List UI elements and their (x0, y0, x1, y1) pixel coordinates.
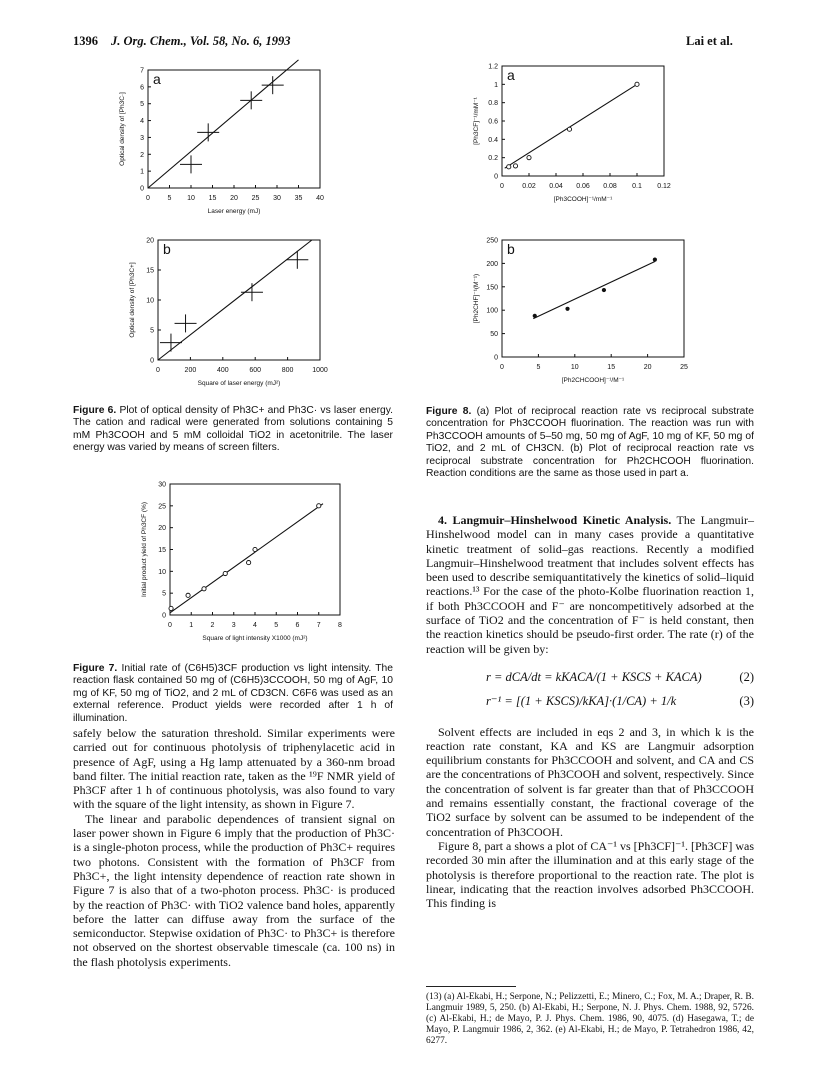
x-tick-label: 8 (338, 622, 342, 629)
figure-6a (88, 60, 353, 220)
figure-7 (110, 478, 360, 658)
y-tick-label: 15 (158, 547, 166, 554)
y-tick-label: 7 (140, 67, 144, 75)
x-tick-label: 800 (281, 367, 294, 374)
running-authors: Lai et al. (686, 34, 733, 48)
fit-line (505, 84, 637, 168)
x-tick-label: 25 (680, 364, 688, 371)
data-point (602, 288, 606, 292)
x-tick-label: 15 (607, 364, 616, 371)
figure-8-label: Figure 8. (426, 406, 472, 417)
fit-line (148, 60, 299, 188)
x-tick-label: 200 (184, 367, 197, 374)
right-paragraph-2: Solvent effects are included in eqs 2 and 3, in which k is the reaction rate constant, KA and KS are Langmuir adsorption equilibrium constants for Ph3CCOOH and solvent, and CA and CS are the concentrations of Ph3COOH and solvent, respectively. Since the concentration of solvent is far greater than that of Ph3CCOOH and remains essentially constant, the fractional coverage of the TiO2 surface by solvent can be assumed to be independent of the concentration of Ph3COOH. (426, 724, 754, 839)
y-tick-label: 30 (158, 481, 166, 489)
x-tick-label: 35 (294, 195, 303, 202)
y-tick-label: 2 (140, 151, 144, 159)
y-tick-label: 10 (146, 297, 154, 305)
x-tick-label: 1 (189, 622, 194, 629)
y-tick-label: 6 (140, 84, 144, 92)
y-tick-label: 3 (140, 134, 144, 142)
x-tick-label: 0 (156, 367, 160, 374)
x-tick-label: 5 (274, 622, 279, 629)
y-tick-label: 0.6 (488, 118, 498, 126)
y-tick-label: 5 (150, 327, 154, 335)
data-point (253, 547, 257, 551)
x-tick-label: 0.06 (576, 183, 590, 190)
y-tick-label: 20 (146, 237, 154, 245)
equation-3-body: r⁻¹ = [(1 + KSCS)/kKA]·(1/CA) + 1/k (486, 694, 677, 709)
x-tick-label: 400 (216, 367, 229, 374)
data-point (507, 165, 511, 169)
fit-line (533, 262, 655, 319)
x-tick-label: 0.12 (657, 183, 671, 190)
equation-3-number: (3) (739, 694, 754, 709)
y-tick-label: 0 (150, 357, 154, 365)
panel-label: b (163, 241, 171, 257)
left-paragraph-2: The linear and parabolic dependences of transient signal on laser power shown in Figure 6 imply that the production of Ph3C· is a single-photon process, while the production of Ph3C+ requires two photons. Consistent with the formation of Ph3CF from Ph3C+, the light intensity dependence of reaction rate shown in Figure 7 is also that of a two-photon process. Ph3C· is produced by the reaction of Ph3C· with TiO2 valence band holes, apparently before the latter can diffuse away from the surface of the semiconductor. Stepwise oxidation of Ph3C· to Ph3C+ is therefore not observed on the shortest observable timescale (ca. 100 ns) in the flash photolysis experiments. (73, 811, 395, 969)
y-tick-label: 100 (486, 307, 498, 315)
panel-label: a (507, 67, 515, 83)
x-tick-label: 6 (295, 622, 300, 629)
y-tick-label: 0 (494, 173, 498, 181)
y-axis-label: Optical density of [Ph3C+] (129, 262, 136, 338)
x-tick-label: 10 (570, 364, 579, 371)
equation-2-number: (2) (739, 669, 754, 684)
x-tick-label: 0.02 (522, 183, 536, 190)
data-point (317, 504, 321, 508)
y-tick-label: 0.8 (488, 100, 498, 108)
chart-fig8a (440, 56, 700, 216)
plot-frame (148, 70, 320, 188)
x-tick-label: 4 (253, 622, 257, 629)
y-tick-label: 1 (494, 81, 498, 89)
plot-frame (158, 240, 320, 360)
x-axis-label: [Ph2CHCOOH]⁻¹/M⁻¹ (561, 377, 625, 384)
x-tick-label: 0.1 (632, 183, 642, 190)
equation-2 (486, 670, 754, 684)
x-tick-label: 40 (316, 195, 324, 202)
x-tick-label: 0 (500, 364, 504, 371)
y-tick-label: 0.4 (488, 136, 498, 144)
y-tick-label: 4 (140, 118, 144, 126)
x-tick-label: 2 (210, 622, 215, 629)
x-axis-label: Square of light intensity X1000 (mJ²) (202, 635, 308, 642)
figure-6-text: Plot of optical density of Ph3C+ and Ph3C· vs laser energy. The cation and radical were generated from solutions containing 5 mM Ph3COOH and 5 mM colloidal TiO2 in acetonitrile. The laser energy was varied by means of screen filters. (73, 405, 393, 454)
x-tick-label: 30 (273, 195, 281, 202)
x-tick-label: 0.04 (549, 183, 563, 190)
right-paragraph-1-text: The Langmuir–Hinshelwood model can in many cases provide a quantitative kinetic treatment of solid–gas reactions. Recently a modified Langmuir–Hinshelwood treatment that includes solvent effects has been used to describe semiquantitatively the kinetics of solid–liquid reactions.¹³ For the case of the photo-Kolbe fluorination reaction 1, if both Ph3CCOOH and F⁻ are noncompetitively adsorbed at the surface of TiO2 and the concentration of F⁻ is held constant, then the reaction kinetics should be pseudo-first order. The rate (r) of the reaction will be given by: (426, 513, 754, 656)
y-tick-label: 10 (158, 568, 166, 576)
figure-7-caption (73, 663, 393, 725)
figure-6-caption (73, 405, 393, 455)
page-number: 1396 (73, 34, 98, 48)
references: (13) (a) Al-Ekabi, H.; Serpone, N.; Pelizzetti, E.; Minero, C.; Fox, M. A.; Draper, R. B. Langmuir 1989, 5, 250. (b) Al-Ekabi, H.; Serpone, N. J. Phys. Chem. 1988, 92, 5726. (c) Al-Ekabi, H.; de Mayo, P. J. Phys. Chem. 1986, 90, 4075. (d) Hasegawa, T.; de Mayo, P. Langmuir 1986, 2, 362. (e) Al-Ekabi, H.; de Mayo, P. Tetrahedron 1986, 42, 6277. (426, 992, 754, 1046)
data-point (565, 307, 569, 311)
x-tick-label: 15 (208, 195, 217, 202)
y-axis-label: Initial product yield of Ph3CF (%) (141, 501, 148, 598)
x-tick-label: 10 (187, 195, 195, 202)
chart-fig7 (110, 478, 360, 658)
y-tick-label: 15 (146, 267, 154, 275)
x-tick-label: 20 (230, 195, 238, 202)
x-axis-label: [Ph3COOH]⁻¹/mM⁻¹ (553, 196, 613, 203)
plot-frame (502, 240, 684, 357)
journal-citation: J. Org. Chem., Vol. 58, No. 6, 1993 (111, 34, 291, 48)
y-tick-label: 1.2 (488, 63, 498, 71)
fit-line (170, 504, 323, 613)
right-paragraph-3: Figure 8, part a shows a plot of CA⁻¹ vs [Ph3CF]⁻¹. [Ph3CF] was recorded 30 min after the illumination and at this early stage of the photolysis is therefore proportional to the reaction rate. The plot is linear, indicating that the reaction involves adsorbed Ph3CCOOH. This finding is (426, 838, 754, 911)
x-tick-label: 1000 (312, 367, 328, 374)
data-point (513, 164, 517, 168)
y-tick-label: 250 (486, 237, 498, 245)
panel-label: b (507, 241, 515, 257)
data-point (223, 571, 227, 575)
y-tick-label: 50 (490, 331, 498, 339)
chart-fig6a (88, 60, 353, 220)
x-tick-label: 600 (249, 367, 262, 374)
y-tick-label: 1 (140, 168, 144, 176)
equation-3 (486, 694, 754, 708)
y-tick-label: 0 (494, 354, 498, 362)
data-point (527, 156, 531, 160)
y-tick-label: 5 (140, 101, 144, 109)
figure-8b (440, 230, 710, 384)
figure-7-label: Figure 7. (73, 663, 118, 674)
y-tick-label: 5 (162, 590, 166, 598)
y-tick-label: 25 (158, 503, 166, 511)
x-tick-label: 3 (231, 622, 236, 629)
x-tick-label: 5 (536, 364, 541, 371)
data-point (635, 82, 639, 86)
figure-6-label: Figure 6. (73, 405, 117, 416)
y-tick-label: 150 (486, 284, 498, 292)
x-tick-label: 5 (167, 195, 172, 202)
data-point (567, 127, 571, 131)
y-tick-label: 0 (162, 612, 166, 620)
right-body-text (426, 513, 754, 910)
right-paragraph-1 (426, 513, 754, 656)
figure-7-text: Initial rate of (C6H5)3CF production vs light intensity. The reaction flask contained 50 mg of (C6H5)3CCOOH, 50 mg of AgF, 10 mg of KF, 50 mg of TiO2, and 2 mL of CD3CN. C6F6 was used as an external reference. Product yields were recorded after 1 h of illumination. (73, 663, 393, 724)
figure-8a (440, 56, 700, 216)
data-point (653, 258, 657, 262)
footnote-rule (426, 986, 516, 987)
equation-2-body: r = dCA/dt = kKACA/(1 + KSCS + KACA) (486, 669, 702, 684)
figure-6b (88, 232, 353, 397)
chart-fig6b (88, 232, 353, 397)
y-tick-label: 20 (158, 525, 166, 533)
x-tick-label: 0.08 (603, 183, 617, 190)
data-point (247, 561, 251, 565)
y-axis-label: [Ph3CF]⁻¹/mM⁻¹ (473, 97, 480, 145)
plot-frame (502, 66, 664, 176)
figure-8-text: (a) Plot of reciprocal reaction rate vs reciprocal substrate concentration for Ph3CCOOH fluorination. The reaction was run with Ph3CCOOH amounts of 5–50 mg, 50 mg of AgF, 10 mg of KF, 50 mg of TiO2, and 2 mL of CH3CN. (b) Plot of reciprocal reaction rate vs reciprocal substrate concentration for Ph2CHCOOH fluorination. Reaction conditions are the same as those used in part a. (426, 406, 754, 480)
data-point (186, 593, 190, 597)
y-tick-label: 0.2 (488, 155, 498, 163)
left-body-text (73, 726, 395, 969)
y-tick-label: 200 (486, 260, 498, 268)
x-axis-label: Square of laser energy (mJ²) (197, 380, 281, 387)
fit-line (158, 240, 312, 360)
data-point (202, 587, 206, 591)
y-axis-label: [Ph2CHF]⁻¹(M⁻¹) (473, 273, 480, 324)
x-tick-label: 7 (316, 622, 321, 629)
chart-fig8b (440, 230, 710, 384)
x-tick-label: 20 (643, 364, 652, 371)
section-heading: 4. Langmuir–Hinshelwood Kinetic Analysis. (438, 513, 672, 527)
left-paragraph-1: safely below the saturation threshold. Similar experiments were carried out for continuous photolysis of triphenylacetic acid in presence of AgF, using a Hg lamp attenuated by a 360-nm broad band filter. The initial reaction rate, taken as the ¹⁹F NMR yield of Ph3CF after 1 h of continuous photolysis, was also found to vary with the square of the light intensity, as shown in Figure 7. (73, 726, 395, 812)
x-axis-label: Laser energy (mJ) (207, 208, 261, 215)
x-tick-label: 0 (168, 622, 172, 629)
data-point (169, 606, 173, 610)
figure-8-caption (426, 406, 754, 480)
y-tick-label: 0 (140, 185, 144, 193)
y-axis-label: Optical density of [Ph3C·] (119, 92, 126, 166)
panel-label: a (153, 71, 161, 87)
x-tick-label: 25 (251, 195, 260, 202)
data-point (533, 314, 537, 318)
x-tick-label: 0 (146, 195, 150, 202)
x-tick-label: 0 (500, 183, 504, 190)
